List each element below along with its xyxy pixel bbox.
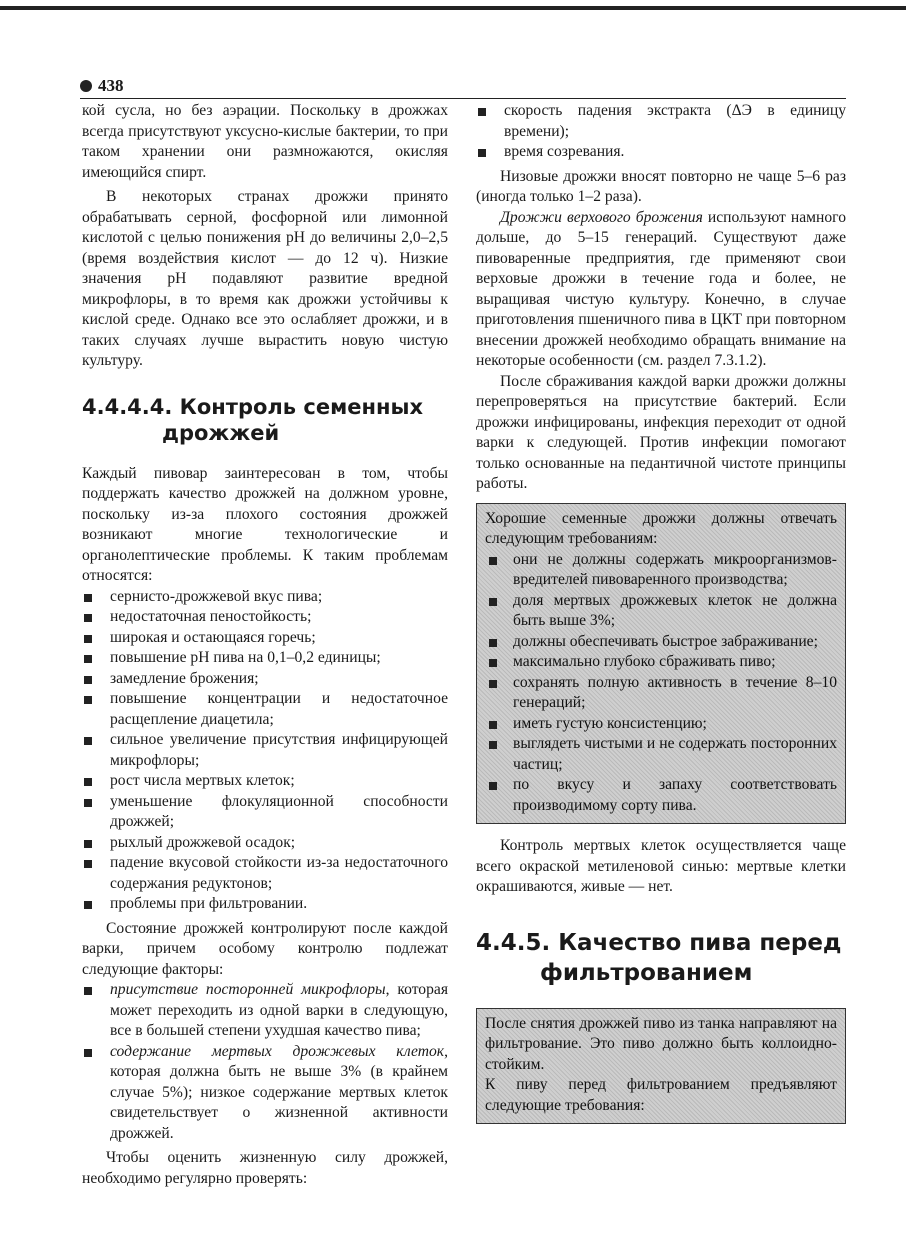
factor-term: содержание мертвых дрожжевых клеток: [110, 1042, 445, 1060]
paragraph: Состояние дрожжей контролируют после каждой варки, причем особому контролю подлежат следующие факторы:: [82, 919, 448, 978]
list-item: уменьшение флокуляционной способности дрожжей;: [82, 792, 448, 833]
term: Дрожжи верхового брожения: [500, 208, 703, 226]
right-column: [476, 101, 846, 1124]
requirements-list: [485, 550, 837, 817]
section-heading: [82, 394, 448, 446]
list-item: замедление брожения;: [82, 669, 448, 690]
list-item: сохранять полную активность в течение 8–10 генераций;: [485, 673, 837, 714]
requirements-box: [476, 503, 846, 825]
list-item: доля мертвых дрожжевых клеток не должна быть выше 3%;: [485, 591, 837, 632]
list-item: скорость падения экстракта (ΔЭ в единицу времени);: [476, 101, 846, 142]
section-number: 4.4.5.: [476, 929, 551, 956]
list-item: должны обеспечивать быстрое забраживание;: [485, 632, 837, 653]
section-number: 4.4.4.4.: [82, 394, 173, 419]
section-title-line2: дрожжей: [162, 420, 280, 445]
list-item: рост числа мертвых клеток;: [82, 771, 448, 792]
box-intro: Хорошие семенные дрожжи должны отвечать следующим требованиям:: [485, 509, 837, 547]
list-item: сернисто-дрожжевой вкус пива;: [82, 587, 448, 608]
list-item: иметь густую консистенцию;: [485, 714, 837, 735]
filtration-box: [476, 1008, 846, 1125]
paragraph: Дрожжи верхового брожения используют намного дольше, до 5–15 генераций. Существуют даже пивоваренные предприятия, где применяют свои верховые дрожжи в течение года и более, не выращивая чистую культуру. Конечно, в случае приготовления пшеничного пива в ЦКТ при повторном внесении дрожжей необходимо обращать внимание на некоторые особенности (см. раздел 7.3.1.2).: [476, 208, 846, 369]
factor-term: присутствие посторонней микрофлоры: [110, 981, 386, 998]
left-column: [82, 101, 448, 1189]
paragraph: Каждый пивовар заинтересован в том, чтобы поддержать качество дрожжей на должном уровне, поскольку из-за плохого состояния дрожжей возникают многие технологические и органолептические проблемы. К таким проблемам относятся:: [82, 464, 448, 584]
list-item: рыхлый дрожжевой осадок;: [82, 833, 448, 854]
paragraph: Контроль мертвых клеток осуществляется чаще всего окраской метиленовой синью: мертвые клетки окрашиваются, живые — нет.: [476, 837, 846, 895]
list-item: присутствие посторонней микрофлоры, которая может переходить из одной варки в следующую, все в большей степени ухудшая качество пива;: [82, 980, 448, 1042]
list-item: сильное увеличение присутствия инфицирующей микрофлоры;: [82, 730, 448, 771]
list-item: широкая и остающаяся горечь;: [82, 628, 448, 649]
list-item: выглядеть чистыми и не содержать посторонних частиц;: [485, 734, 837, 775]
list-item: максимально глубоко сбраживать пиво;: [485, 652, 837, 673]
box-paragraph: После снятия дрожжей пиво из танка направляют на фильтрование. Это пиво должно быть коллоидно-стойким.: [485, 1014, 837, 1073]
section-title-line2: фильтрованием: [540, 959, 753, 986]
box-paragraph: К пиву перед фильтрованием предъявляют следующие требования:: [485, 1076, 837, 1114]
list-item: повышение pH пива на 0,1–0,2 единицы;: [82, 648, 448, 669]
list-item: содержание мертвых дрожжевых клеток, которая должна быть не выше 3% (в крайнем случае 5%); низкое содержание мертвых клеток свидетельствует о жизненной активности дрожжей.: [82, 1042, 448, 1145]
paragraph: кой сусла, но без аэрации. Поскольку в дрожжах всегда присутствуют уксусно-кислые бактерии, то при таком хранении они размножаются, окисляя имеющийся спирт.: [82, 102, 448, 181]
check-list: [476, 101, 846, 163]
list-item: время созревания.: [476, 142, 846, 163]
list-item: повышение концентрации и недостаточное расщепление диацетила;: [82, 689, 448, 730]
list-item: по вкусу и запаху соответствовать производимому сорту пива.: [485, 775, 837, 816]
paragraph: Чтобы оценить жизненную силу дрожжей, необходимо регулярно проверять:: [82, 1149, 448, 1187]
page-number: 438: [80, 76, 124, 96]
section-title-line1: Контроль семенных: [179, 394, 424, 419]
section-title-line1: Качество пива перед: [558, 929, 842, 956]
list-item: падение вкусовой стойкости из-за недостаточного содержания редуктонов;: [82, 853, 448, 894]
page-marker-icon: [80, 80, 92, 92]
section-heading: [476, 928, 846, 988]
list-item: они не должны содержать микроорганизмов-вредителей пивоваренного производства;: [485, 550, 837, 591]
problems-list: [82, 587, 448, 915]
paragraph: После сбраживания каждой варки дрожжи должны перепроверяться на присутствие бактерий. Если дрожжи инфицированы, инфекция переходит от одной варки к следующей. Против инфекции помогают только основанные на педантичной чистоте принципы работы.: [476, 372, 846, 492]
paragraph: Низовые дрожжи вносят повторно не чаще 5–6 раз (иногда только 1–2 раза).: [476, 167, 846, 205]
list-item: проблемы при фильтровании.: [82, 894, 448, 915]
factors-list: [82, 980, 448, 1144]
list-item: недостаточная пеностойкость;: [82, 607, 448, 628]
page-header: [80, 76, 846, 99]
paragraph: В некоторых странах дрожжи принято обрабатывать серной, фосфорной или лимонной кислотой с целью понижения pH до величины 2,0–2,5 (время воздействия кислот — до 12 ч). Низкие значения pH подавляют развитие вредной микрофлоры, в то время как дрожжи устойчивы к кислой среде. Однако все это ослабляет дрожжи, и в таких случаях лучше вырастить новую чистую культуру.: [82, 188, 448, 369]
top-rule: [0, 6, 906, 10]
